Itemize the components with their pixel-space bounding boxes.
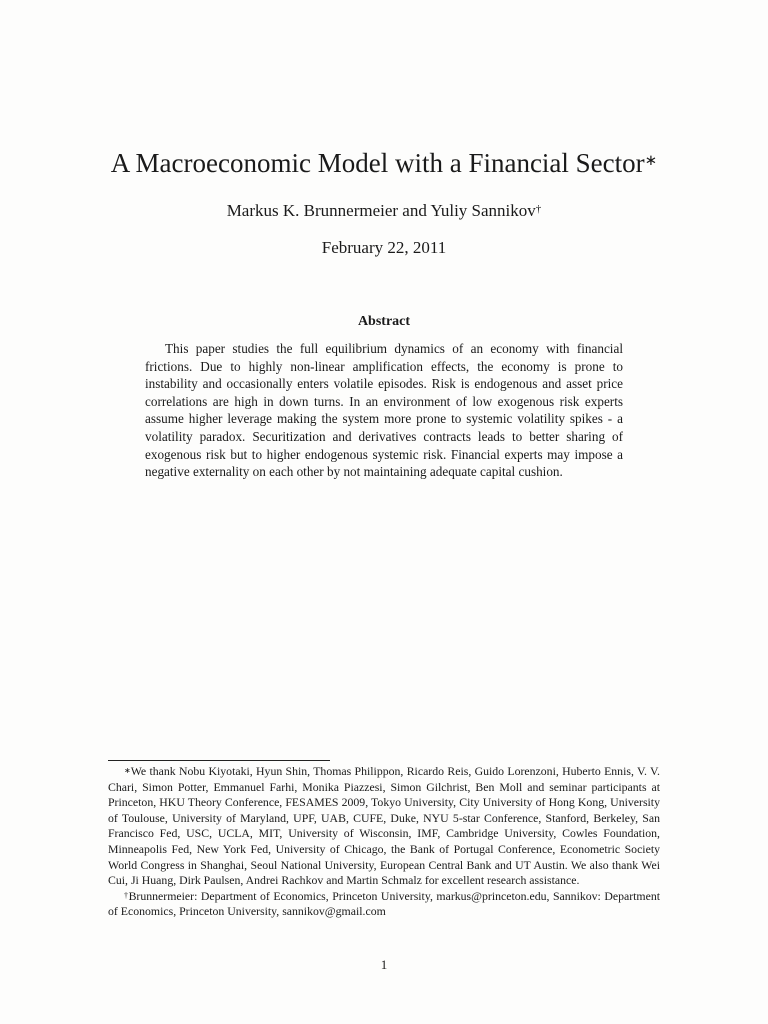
- paper-title: [0, 146, 768, 180]
- paper-authors: [0, 200, 768, 222]
- paper-date: February 22, 2011: [321, 238, 447, 257]
- footnote-acknowledgements: [108, 764, 660, 889]
- page-number: 1: [380, 957, 388, 972]
- footnote-divider: [108, 760, 330, 761]
- paper-authors-text: Markus K. Brunnermeier and Yuliy Sannikov: [226, 201, 536, 220]
- paper-title-text: A Macroeconomic Model with a Financial Sector: [110, 148, 645, 178]
- abstract-heading: Abstract: [357, 314, 411, 329]
- footnote-text: We thank Nobu Kiyotaki, Hyun Shin, Thomas Philippon, Ricardo Reis, Guido Lorenzoni, Huberto Ennis, V. V. Chari, Simon Potter, Emmanuel Farhi, Monika Piazzesi, Simon Gilchrist, Ben Moll and seminar participants at Princeton, HKU Theory Conference, FESAMES 2009, Tokyo University, City University of Hong Kong, University of Toulouse, University of Maryland, UPF, UAB, CUFE, Duke, NYU 5-star Conference, Stanford, Berkeley, San Francisco Fed, USC, UCLA, MIT, University of Wisconsin, IMF, Cambridge University, Cowles Foundation, Minneapolis Fed, New York Fed, University of Chicago, the Bank of Portugal Conference, Econometric Society World Congress in Shanghai, Seoul National University, European Central Bank and UT Austin. We also thank Wei Cui, Ji Huang, Dirk Paulsen, Andrei Rachkov and Martin Schmalz for excellent research assistance.: [108, 764, 660, 888]
- title-footnote-mark: ∗: [644, 153, 658, 169]
- authors-footnote-mark: †: [535, 203, 542, 215]
- abstract-body: This paper studies the full equilibrium dynamics of an economy with financial frictions. Due to highly non-linear amplification effects, the economy is prone to instability and occasionally enters volatile episodes. Risk is endogenous and asset price correlations are high in down turns. In an environment of low exogenous risk experts assume higher leverage making the system more prone to systemic volatility spikes - a volatility paradox. Securitization and derivatives contracts leads to better sharing of exogenous risk but to higher endogenous systemic risk. Financial experts may impose a negative externality on each other by not maintaining adequate capital cushion.: [145, 341, 623, 480]
- footnotes: [108, 764, 660, 920]
- footnote-affiliations: [108, 889, 660, 920]
- footnote-mark: ∗: [124, 766, 131, 775]
- footnote-mark: †: [124, 890, 129, 900]
- footnote-text: Brunnermeier: Department of Economics, Princeton University, markus@princeton.edu, Sannikov: Department of Economics, Princeton University, sannikov@gmail.com: [108, 888, 661, 919]
